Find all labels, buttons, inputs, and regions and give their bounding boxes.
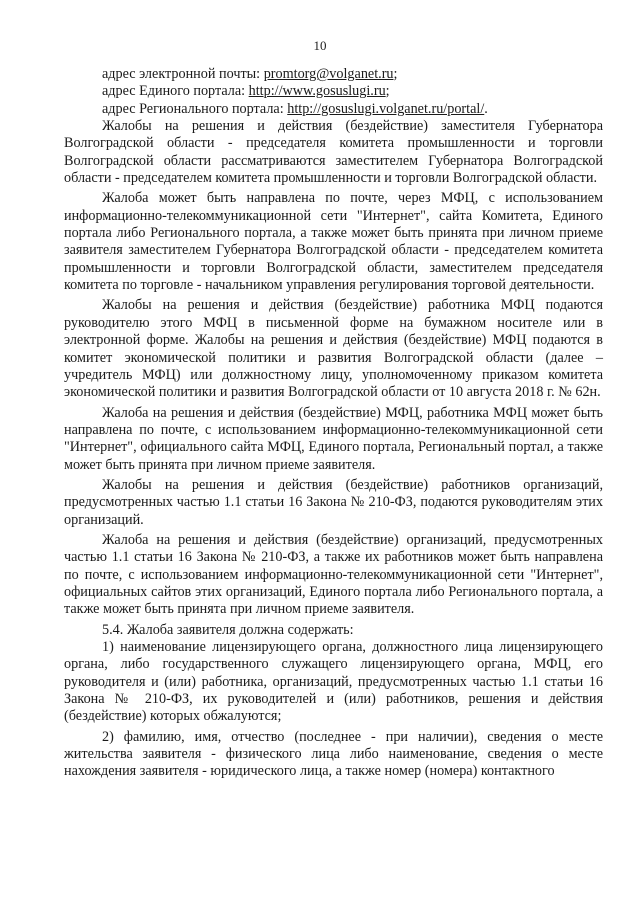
paragraph-complaint-submission: Жалоба может быть направлена по почте, через МФЦ, с использованием информационно-телекоммуникационной сети "Интернет", сайта Комитета, Единого портала либо Регионального портала, а также может быть принята при личном приеме заявителя заместителем Губернатора Волгоградской области - председателем комитета промышленности и торговли Волгоградской области, заместителем председателя комитета по торговле - начальником управления регулирования торговой деятельности. (64, 190, 603, 294)
page-number: 10 (313, 38, 327, 53)
regional-portal-link[interactable]: http://gosuslugi.volganet.ru/portal/ (287, 100, 485, 117)
contact-unified-portal-label: адрес Единого портала: (102, 83, 249, 100)
contact-unified-portal-line: адрес Единого портала: http://www.gosuslugi.ru; (102, 83, 390, 100)
section-heading: 5.4. Жалоба заявителя должна содержать: (102, 621, 354, 638)
list-item-1: 1) наименование лицензирующего органа, должностного лица лицензирующего органа, либо государственного служащего лицензирующего органа, МФЦ, его руководителя и (или) работника, организаций, предусмотренных частью 1.1 статьи 16 Закона № 210-ФЗ, их руководителей и (или) работников, решения и действия (бездействие) которых обжалуются; (64, 639, 603, 725)
contact-regional-portal-label: адрес Регионального портала: (102, 100, 288, 117)
paragraph-organization-employee-complaints: Жалобы на решения и действия (бездействие) работников организаций, предусмотренных частью 1.1 статьи 16 Закона № 210-ФЗ, подаются руководителям этих организаций. (64, 476, 603, 528)
paragraph-organization-complaints: Жалоба на решения и действия (бездействие) организаций, предусмотренных частью 1.1 статьи 16 Закона № 210-ФЗ, а также их работников может быть направлена по почте, с использованием информационно-телекоммуникационной сети "Интернет", официальных сайтов этих организаций, Единого портала либо Регионального портала, а также может быть принята при личном приеме заявителя. (64, 531, 603, 618)
contact-regional-portal-line: адрес Регионального портала: http://gosuslugi.volganet.ru/portal/. (102, 100, 488, 117)
contact-email-label: адрес электронной почты: (102, 66, 264, 82)
unified-portal-link[interactable]: http://www.gosuslugi.ru (248, 83, 386, 100)
contact-email-line: адрес электронной почты: promtorg@volganet.ru; (102, 66, 398, 82)
document-body (64, 66, 603, 784)
paragraph-deputy-governor-complaints: Жалобы на решения и действия (бездействие) заместителя Губернатора Волгоградской области - председателя комитета промышленности и торговли Волгоградской области рассматриваются заместителем Губернатора Волгоградской области - председателем комитета промышленности и торговли Волгоградской области. (64, 118, 603, 187)
paragraph-mfc-employee-complaints: Жалобы на решения и действия (бездействие) работника МФЦ подаются руководителю этого МФЦ в письменной форме на бумажном носителе или в электронной форме. Жалобы на решения и действия (бездействие) МФЦ подаются в комитет экономической политики и развития Волгоградской области (далее – учредитель МФЦ) или должностному лицу, уполномоченному приказом комитета экономической политики и развития Волгоградской области от 10 августа 2018 г. № 62н. (64, 297, 603, 401)
email-link[interactable]: promtorg@volganet.ru (263, 66, 394, 82)
paragraph-mfc-complaint-submission: Жалоба на решения и действия (бездействие) МФЦ, работника МФЦ может быть направлена по почте, с использованием информационно-телекоммуникационной сети "Интернет", официального сайта МФЦ, Единого портала, Региональный портал, а также может быть принята при личном приеме заявителя. (64, 404, 603, 473)
list-item-2: 2) фамилию, имя, отчество (последнее - при наличии), сведения о месте жительства заявителя - физического лица либо наименование, сведения о месте нахождения заявителя - юридического лица, а также номер (номера) контактного (64, 728, 603, 780)
